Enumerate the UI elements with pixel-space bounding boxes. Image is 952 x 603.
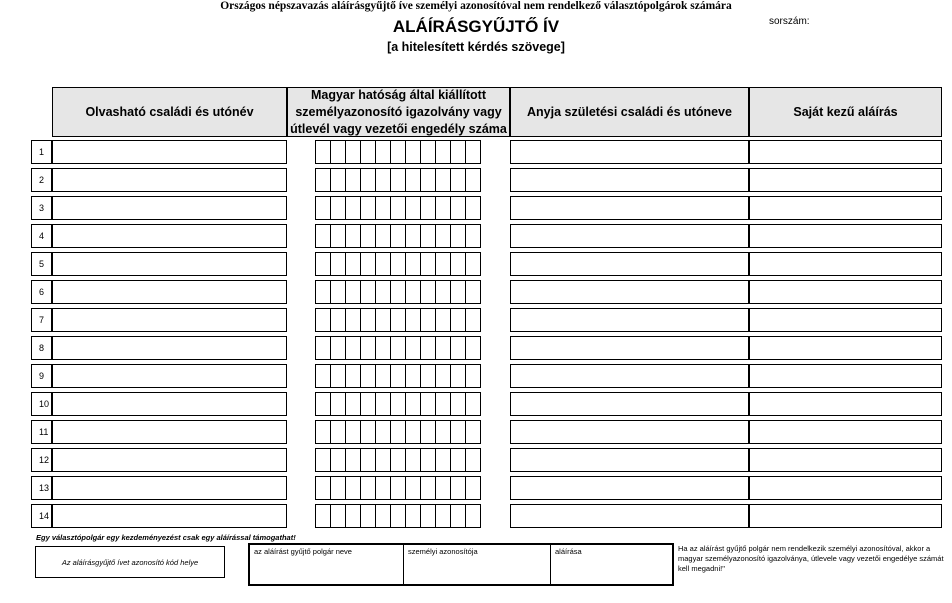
id-digit-box[interactable]: [360, 392, 376, 416]
id-digit-box[interactable]: [435, 196, 451, 220]
id-digit-box[interactable]: [345, 280, 361, 304]
footer-disclaimer: Ha az aláírást gyűjtő polgár nem rendelkezik személyi azonosítóval, akkor a magyar személyazonosító igazolványa, útlevele vagy vezetői engedélye számát kell megadni!": [678, 544, 944, 573]
id-digit-box[interactable]: [345, 476, 361, 500]
mother-name-field[interactable]: [510, 364, 749, 388]
id-digit-box[interactable]: [405, 252, 421, 276]
id-digit-box[interactable]: [390, 448, 406, 472]
mother-name-field[interactable]: [510, 308, 749, 332]
row-number: 1: [31, 140, 52, 164]
id-digit-box[interactable]: [420, 364, 436, 388]
id-digit-box[interactable]: [465, 476, 481, 500]
id-digit-box[interactable]: [330, 448, 346, 472]
id-digit-box[interactable]: [465, 224, 481, 248]
signature-field[interactable]: [749, 364, 942, 388]
id-digit-box[interactable]: [360, 280, 376, 304]
id-digit-box[interactable]: [465, 196, 481, 220]
id-digit-box[interactable]: [345, 448, 361, 472]
id-digit-box[interactable]: [420, 224, 436, 248]
id-digit-box[interactable]: [315, 364, 331, 388]
name-field[interactable]: [52, 224, 287, 248]
signature-field[interactable]: [749, 336, 942, 360]
id-digit-box[interactable]: [390, 168, 406, 192]
id-digit-box[interactable]: [360, 196, 376, 220]
id-digit-box[interactable]: [315, 392, 331, 416]
mother-name-field[interactable]: [510, 252, 749, 276]
row-number: 9: [31, 364, 52, 388]
id-digit-box[interactable]: [435, 364, 451, 388]
id-digit-box[interactable]: [465, 252, 481, 276]
id-digit-box[interactable]: [330, 336, 346, 360]
mother-name-field[interactable]: [510, 140, 749, 164]
id-digit-box[interactable]: [345, 224, 361, 248]
id-digit-box[interactable]: [345, 420, 361, 444]
id-digit-box[interactable]: [375, 252, 391, 276]
name-field[interactable]: [52, 420, 287, 444]
row-number: 4: [31, 224, 52, 248]
signature-field[interactable]: [749, 420, 942, 444]
id-digit-box[interactable]: [435, 168, 451, 192]
id-digit-box[interactable]: [375, 420, 391, 444]
id-digit-box[interactable]: [405, 280, 421, 304]
id-digit-box[interactable]: [465, 140, 481, 164]
id-digit-box[interactable]: [360, 336, 376, 360]
sheet-code-box: Az aláírásgyűjtő ívet azonosító kód helye: [35, 546, 225, 578]
id-digit-box[interactable]: [405, 392, 421, 416]
id-digit-box[interactable]: [375, 196, 391, 220]
id-digit-box[interactable]: [375, 140, 391, 164]
id-digit-box[interactable]: [405, 308, 421, 332]
id-digit-box[interactable]: [465, 392, 481, 416]
id-digit-box[interactable]: [435, 308, 451, 332]
id-digit-box[interactable]: [345, 308, 361, 332]
name-field[interactable]: [52, 280, 287, 304]
id-digit-box[interactable]: [360, 420, 376, 444]
id-digit-box[interactable]: [375, 448, 391, 472]
id-digit-box[interactable]: [390, 252, 406, 276]
id-digit-box[interactable]: [375, 476, 391, 500]
name-field[interactable]: [52, 336, 287, 360]
id-digit-box[interactable]: [450, 420, 466, 444]
row-number: 7: [31, 308, 52, 332]
mother-name-field[interactable]: [510, 504, 749, 528]
serial-label: sorszám:: [769, 16, 810, 27]
id-digit-box[interactable]: [405, 140, 421, 164]
id-digit-box[interactable]: [330, 224, 346, 248]
id-digit-box[interactable]: [465, 168, 481, 192]
collector-name-field[interactable]: az aláírást gyűjtő polgár neve: [250, 545, 404, 584]
id-digit-box[interactable]: [405, 336, 421, 360]
id-digit-box[interactable]: [345, 336, 361, 360]
signature-field[interactable]: [749, 224, 942, 248]
name-field[interactable]: [52, 140, 287, 164]
id-digit-box[interactable]: [315, 420, 331, 444]
id-digit-box[interactable]: [390, 336, 406, 360]
id-digit-box[interactable]: [435, 392, 451, 416]
mother-name-field[interactable]: [510, 168, 749, 192]
mother-name-field[interactable]: [510, 448, 749, 472]
id-digit-box[interactable]: [390, 476, 406, 500]
id-digit-box[interactable]: [465, 448, 481, 472]
id-digit-box[interactable]: [330, 252, 346, 276]
mother-name-field[interactable]: [510, 476, 749, 500]
name-field[interactable]: [52, 168, 287, 192]
id-digit-box[interactable]: [375, 504, 391, 528]
id-digit-box[interactable]: [465, 336, 481, 360]
id-digit-box[interactable]: [405, 364, 421, 388]
id-digit-box[interactable]: [330, 504, 346, 528]
id-digit-box[interactable]: [360, 252, 376, 276]
id-digit-box[interactable]: [420, 392, 436, 416]
id-digit-box[interactable]: [345, 168, 361, 192]
name-field[interactable]: [52, 364, 287, 388]
id-digit-box[interactable]: [420, 252, 436, 276]
id-digit-box[interactable]: [375, 308, 391, 332]
id-digit-box[interactable]: [465, 308, 481, 332]
id-digit-box[interactable]: [450, 364, 466, 388]
id-digit-box[interactable]: [435, 476, 451, 500]
signature-field[interactable]: [749, 140, 942, 164]
id-digit-box[interactable]: [390, 392, 406, 416]
id-digit-box[interactable]: [315, 140, 331, 164]
column-header-signature: Saját kezű aláírás: [749, 87, 942, 137]
name-field[interactable]: [52, 308, 287, 332]
signature-field[interactable]: [749, 476, 942, 500]
id-digit-box[interactable]: [390, 420, 406, 444]
row-number: 6: [31, 280, 52, 304]
id-digit-box[interactable]: [390, 140, 406, 164]
subtitle: [a hitelesített kérdés szövege]: [387, 40, 565, 54]
id-digit-box[interactable]: [375, 224, 391, 248]
id-digit-box[interactable]: [390, 308, 406, 332]
id-digit-box[interactable]: [360, 448, 376, 472]
row-number: 14: [31, 504, 52, 528]
id-digit-box[interactable]: [420, 308, 436, 332]
id-digit-box[interactable]: [315, 168, 331, 192]
id-digit-box[interactable]: [450, 140, 466, 164]
name-field[interactable]: [52, 504, 287, 528]
id-digit-box[interactable]: [375, 364, 391, 388]
collector-signature-field[interactable]: aláírása: [555, 547, 582, 556]
row-number: 8: [31, 336, 52, 360]
id-digit-box[interactable]: [330, 280, 346, 304]
id-digit-box[interactable]: [360, 364, 376, 388]
id-digit-box[interactable]: [465, 504, 481, 528]
id-digit-box[interactable]: [435, 420, 451, 444]
id-digit-box[interactable]: [360, 308, 376, 332]
id-digit-box[interactable]: [420, 140, 436, 164]
id-digit-box[interactable]: [315, 448, 331, 472]
top-title: Országos népszavazás aláírásgyűjtő íve személyi azonosítóval nem rendelkező választópolgárok számára: [220, 0, 732, 12]
id-digit-box[interactable]: [450, 476, 466, 500]
mother-name-field[interactable]: [510, 196, 749, 220]
id-digit-box[interactable]: [450, 168, 466, 192]
signature-field[interactable]: [749, 252, 942, 276]
id-digit-box[interactable]: [420, 448, 436, 472]
id-digit-box[interactable]: [390, 504, 406, 528]
name-field[interactable]: [52, 476, 287, 500]
name-field[interactable]: [52, 252, 287, 276]
id-digit-box[interactable]: [465, 420, 481, 444]
id-digit-box[interactable]: [390, 224, 406, 248]
signature-field[interactable]: [749, 280, 942, 304]
single-signature-note: Egy választópolgár egy kezdeményezést csak egy aláírással támogathat!: [36, 533, 296, 542]
id-digit-box[interactable]: [450, 224, 466, 248]
collector-box: [248, 543, 674, 586]
signature-field[interactable]: [749, 504, 942, 528]
id-digit-box[interactable]: [330, 364, 346, 388]
id-digit-box[interactable]: [465, 364, 481, 388]
signature-field[interactable]: [749, 392, 942, 416]
id-digit-box[interactable]: [360, 140, 376, 164]
id-digit-box[interactable]: [390, 364, 406, 388]
id-digit-box[interactable]: [420, 420, 436, 444]
id-digit-box[interactable]: [450, 308, 466, 332]
id-digit-box[interactable]: [420, 476, 436, 500]
id-digit-box[interactable]: [465, 280, 481, 304]
id-digit-box[interactable]: [315, 224, 331, 248]
id-digit-box[interactable]: [405, 168, 421, 192]
row-number: 13: [31, 476, 52, 500]
id-digit-box[interactable]: [330, 308, 346, 332]
id-digit-box[interactable]: [375, 392, 391, 416]
name-field[interactable]: [52, 392, 287, 416]
id-digit-box[interactable]: [435, 252, 451, 276]
id-digit-box[interactable]: [345, 364, 361, 388]
column-header-id-number: Magyar hatóság által kiállított személyazonosító igazolvány vagy útlevél vagy vezetői engedély száma: [287, 87, 510, 137]
id-digit-box[interactable]: [360, 224, 376, 248]
id-digit-box[interactable]: [435, 336, 451, 360]
row-number: 3: [31, 196, 52, 220]
id-digit-box[interactable]: [450, 504, 466, 528]
signature-field[interactable]: [749, 168, 942, 192]
id-digit-box[interactable]: [405, 448, 421, 472]
id-digit-box[interactable]: [405, 504, 421, 528]
id-digit-box[interactable]: [315, 196, 331, 220]
id-digit-box[interactable]: [435, 140, 451, 164]
id-digit-box[interactable]: [345, 504, 361, 528]
id-digit-box[interactable]: [450, 196, 466, 220]
mother-name-field[interactable]: [510, 336, 749, 360]
id-digit-box[interactable]: [315, 476, 331, 500]
id-digit-box[interactable]: [435, 448, 451, 472]
id-digit-box[interactable]: [420, 168, 436, 192]
id-digit-box[interactable]: [405, 224, 421, 248]
id-digit-box[interactable]: [345, 252, 361, 276]
id-digit-box[interactable]: [390, 196, 406, 220]
id-digit-box[interactable]: [345, 392, 361, 416]
mother-name-field[interactable]: [510, 420, 749, 444]
signature-field[interactable]: [749, 308, 942, 332]
id-digit-box[interactable]: [315, 280, 331, 304]
id-digit-box[interactable]: [390, 280, 406, 304]
id-digit-box[interactable]: [420, 196, 436, 220]
id-digit-box[interactable]: [330, 476, 346, 500]
id-digit-box[interactable]: [315, 252, 331, 276]
mother-name-field[interactable]: [510, 280, 749, 304]
name-field[interactable]: [52, 448, 287, 472]
id-digit-box[interactable]: [450, 336, 466, 360]
row-number: 5: [31, 252, 52, 276]
id-digit-box[interactable]: [315, 504, 331, 528]
id-digit-box[interactable]: [360, 504, 376, 528]
id-digit-box[interactable]: [420, 280, 436, 304]
column-header-mother-name: Anyja születési családi és utóneve: [510, 87, 749, 137]
name-field[interactable]: [52, 196, 287, 220]
id-digit-box[interactable]: [315, 308, 331, 332]
id-digit-box[interactable]: [330, 168, 346, 192]
id-digit-box[interactable]: [450, 392, 466, 416]
collector-id-field[interactable]: személyi azonosítója: [404, 545, 551, 584]
id-digit-box[interactable]: [315, 336, 331, 360]
row-number: 2: [31, 168, 52, 192]
id-digit-box[interactable]: [375, 168, 391, 192]
mother-name-field[interactable]: [510, 392, 749, 416]
id-digit-box[interactable]: [405, 476, 421, 500]
row-number: 12: [31, 448, 52, 472]
id-digit-box[interactable]: [420, 504, 436, 528]
signature-field[interactable]: [749, 196, 942, 220]
row-number: 10: [31, 392, 52, 416]
mother-name-field[interactable]: [510, 224, 749, 248]
id-digit-box[interactable]: [435, 224, 451, 248]
main-title: ALÁÍRÁSGYŰJTŐ ÍV: [392, 17, 560, 36]
signature-field[interactable]: [749, 448, 942, 472]
id-digit-box[interactable]: [330, 420, 346, 444]
id-digit-box[interactable]: [345, 140, 361, 164]
id-digit-box[interactable]: [435, 280, 451, 304]
id-digit-box[interactable]: [405, 196, 421, 220]
id-digit-box[interactable]: [450, 252, 466, 276]
id-digit-box[interactable]: [375, 280, 391, 304]
id-digit-box[interactable]: [360, 168, 376, 192]
id-digit-box[interactable]: [330, 140, 346, 164]
id-digit-box[interactable]: [360, 476, 376, 500]
row-number: 11: [31, 420, 52, 444]
id-digit-box[interactable]: [405, 420, 421, 444]
id-digit-box[interactable]: [420, 336, 436, 360]
id-digit-box[interactable]: [375, 336, 391, 360]
id-digit-box[interactable]: [345, 196, 361, 220]
id-digit-box[interactable]: [330, 392, 346, 416]
id-digit-box[interactable]: [450, 448, 466, 472]
id-digit-box[interactable]: [330, 196, 346, 220]
column-header-name: Olvasható családi és utónév: [52, 87, 287, 137]
id-digit-box[interactable]: [435, 504, 451, 528]
id-digit-box[interactable]: [450, 280, 466, 304]
